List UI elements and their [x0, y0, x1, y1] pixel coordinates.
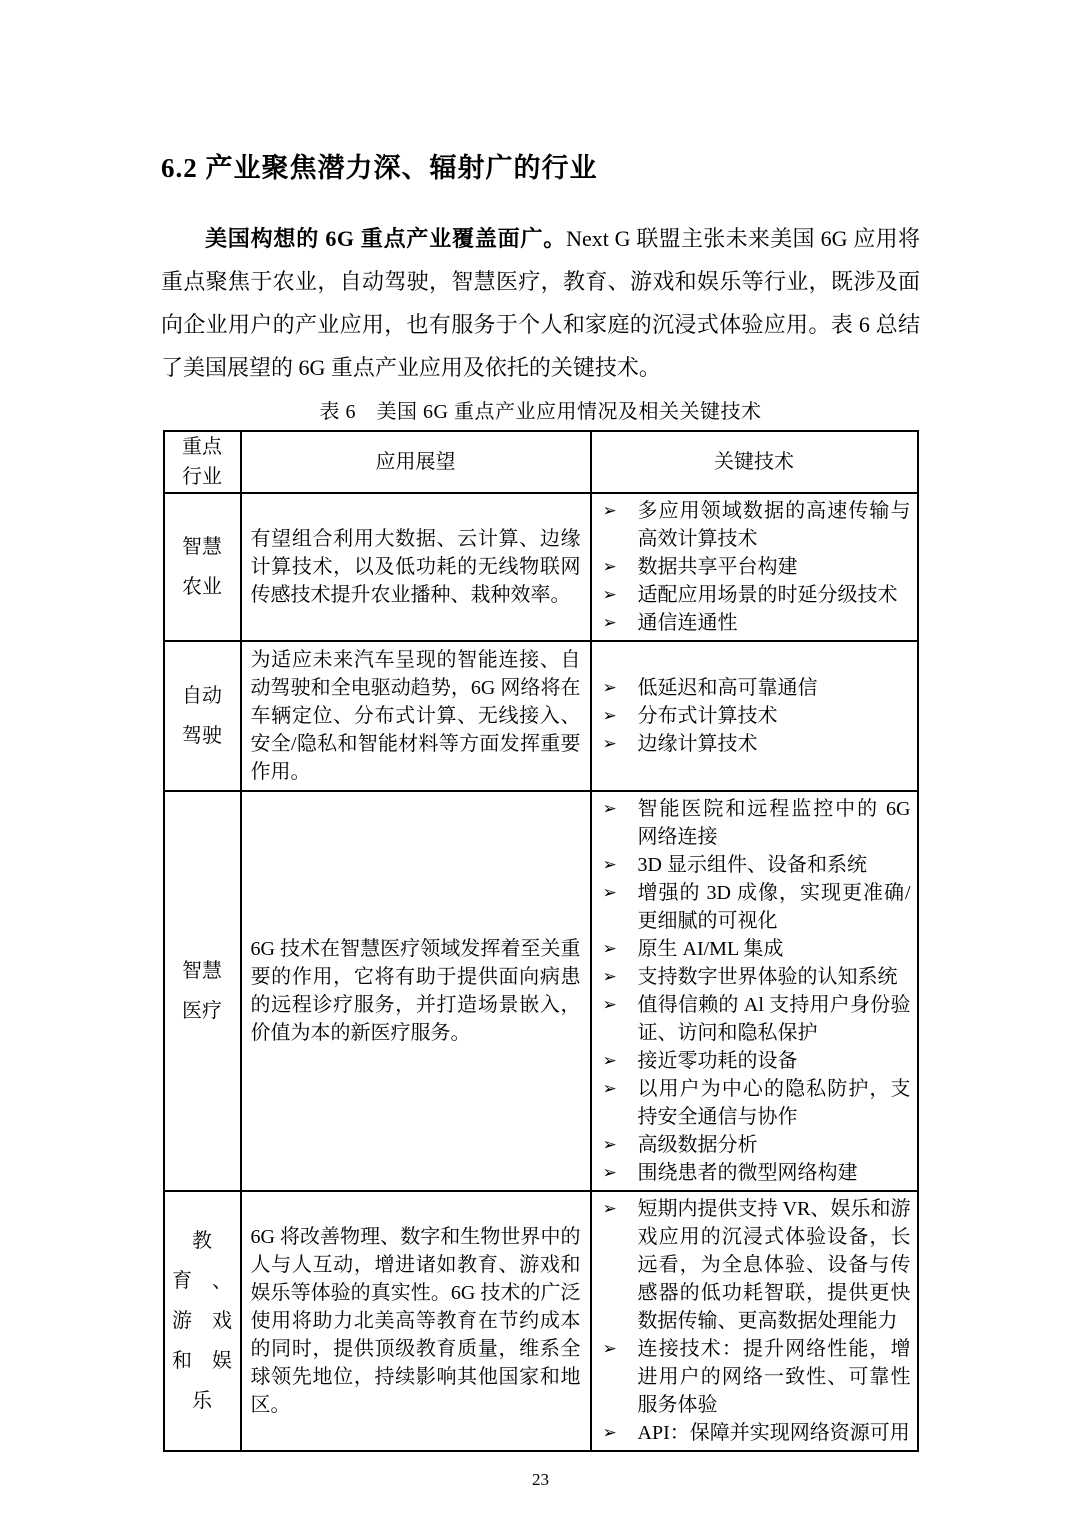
- technology-item: [592, 730, 911, 758]
- industry-label-line: 驾驶: [182, 725, 222, 747]
- technology-list: [592, 1195, 911, 1447]
- technology-item: [592, 674, 911, 702]
- industry-label-line: 医疗: [182, 1000, 222, 1022]
- technology-item: [592, 553, 911, 581]
- paragraph-lead-bold: 美国构想的 6G 重点产业覆盖面广。: [205, 226, 567, 251]
- arrow-bullet-icon: ➢: [602, 799, 617, 819]
- industry-label-line: 智慧: [182, 960, 222, 982]
- technology-item: [592, 851, 911, 879]
- arrow-bullet-icon: ➢: [602, 613, 617, 633]
- industry-label-line: 乐: [192, 1390, 212, 1412]
- technology-item: [592, 1159, 911, 1187]
- technology-item: [592, 1335, 911, 1419]
- technology-text: 数据共享平台构建: [637, 556, 798, 578]
- arrow-bullet-icon: ➢: [602, 501, 617, 521]
- technology-item: [592, 795, 911, 851]
- arrow-bullet-icon: ➢: [602, 939, 617, 959]
- arrow-bullet-icon: ➢: [602, 967, 617, 987]
- technology-item: [592, 935, 911, 963]
- technology-item: [592, 1047, 911, 1075]
- industry-label-line: 育 、: [172, 1270, 232, 1292]
- table-row: [164, 1191, 918, 1451]
- section-heading: 6.2 产业聚焦潜力深、辐射广的行业: [161, 153, 598, 183]
- technology-text: 高级数据分析: [637, 1134, 758, 1156]
- technology-list: [592, 795, 911, 1187]
- technology-text: 适配应用场景的时延分级技术: [637, 584, 898, 606]
- arrow-bullet-icon: ➢: [602, 995, 617, 1015]
- technology-text: 分布式计算技术: [637, 705, 778, 727]
- arrow-bullet-icon: ➢: [602, 883, 617, 903]
- arrow-bullet-icon: ➢: [602, 678, 617, 698]
- technology-item: [592, 581, 911, 609]
- technology-text: 通信连通性: [637, 612, 738, 634]
- outlook-cell: 6G 技术在智慧医疗领域发挥着至关重要的作用，它将有助于提供面向病患的远程诊疗服务，并打造场景嵌入，价值为本的新医疗服务。: [241, 791, 591, 1191]
- arrow-bullet-icon: ➢: [602, 1135, 617, 1155]
- technologies-cell: [591, 791, 918, 1191]
- technology-text: 边缘计算技术: [637, 733, 758, 755]
- outlook-cell: 6G 将改善物理、数字和生物世界中的人与人互动，增进诸如教育、游戏和娱乐等体验的真实性。6G 技术的广泛使用将助力北美高等教育在节约成本的同时，提供顶级教育质量，维系全球领先地位，持续影响其他国家和地区。: [241, 1191, 591, 1451]
- header-outlook: 应用展望: [241, 431, 591, 493]
- outlook-cell: 为适应未来汽车呈现的智能连接、自动驾驶和全电驱动趋势，6G 网络将在车辆定位、分布式计算、无线接入、安全/隐私和智能材料等方面发挥重要作用。: [241, 641, 591, 791]
- arrow-bullet-icon: ➢: [602, 1163, 617, 1183]
- industry-cell: [164, 493, 241, 641]
- technology-item: [592, 1131, 911, 1159]
- arrow-bullet-icon: ➢: [602, 706, 617, 726]
- outlook-cell: 有望组合利用大数据、云计算、边缘计算技术，以及低功耗的无线物联网传感技术提升农业播种、栽种效率。: [241, 493, 591, 641]
- technology-text: 接近零功耗的设备: [637, 1050, 798, 1072]
- technology-text: 增强的 3D 成像，实现更准确/更细腻的可视化: [637, 882, 911, 932]
- industry-label-line: 和 娱: [172, 1350, 232, 1372]
- technology-text: 值得信赖的 Al 支持用户身份验证、访问和隐私保护: [637, 994, 911, 1044]
- arrow-bullet-icon: ➢: [602, 855, 617, 875]
- technology-list: [592, 674, 911, 758]
- header-technologies: 关键技术: [591, 431, 918, 493]
- table-header-row: [164, 431, 918, 493]
- industry-cell: [164, 1191, 241, 1451]
- technology-text: API：保障并实现网络资源可用: [637, 1422, 910, 1444]
- table-row: [164, 791, 918, 1191]
- technology-text: 以用户为中心的隐私防护，支持安全通信与协作: [637, 1078, 911, 1128]
- arrow-bullet-icon: ➢: [602, 1199, 617, 1219]
- technology-text: 3D 显示组件、设备和系统: [637, 854, 867, 876]
- technology-text: 支持数字世界体验的认知系统: [637, 966, 898, 988]
- technology-item: [592, 609, 911, 637]
- technology-text: 智能医院和远程监控中的 6G 网络连接: [637, 798, 911, 848]
- industry-label-line: 自动: [182, 685, 222, 707]
- technology-item: [592, 963, 911, 991]
- header-industry-line: 重点: [182, 436, 222, 458]
- technology-text: 短期内提供支持 VR、娱乐和游戏应用的沉浸式体验设备，长远看，为全息体验、设备与传感器的低功耗智联，提供更快数据传输、更高数据处理能力: [637, 1198, 911, 1332]
- table-caption: 表 6 美国 6G 重点产业应用情况及相关关键技术: [319, 401, 762, 423]
- arrow-bullet-icon: ➢: [602, 585, 617, 605]
- industry-table: [163, 430, 919, 1452]
- arrow-bullet-icon: ➢: [602, 1051, 617, 1071]
- industry-label-line: 智慧: [182, 536, 222, 558]
- technologies-cell: [591, 641, 918, 791]
- industry-label-line: 农业: [182, 576, 222, 598]
- page-number: 23: [532, 1470, 549, 1489]
- technology-item: [592, 702, 911, 730]
- technology-text: 连接技术：提升网络性能，增进用户的网络一致性、可靠性服务体验: [637, 1338, 911, 1416]
- industry-label-line: 教: [192, 1230, 212, 1252]
- intro-paragraph: [161, 217, 920, 389]
- industry-label-line: 游 戏: [172, 1310, 232, 1332]
- table-row: [164, 641, 918, 791]
- technology-item: [592, 879, 911, 935]
- arrow-bullet-icon: ➢: [602, 1079, 617, 1099]
- header-industry: [164, 431, 241, 493]
- technology-text: 围绕患者的微型网络构建: [637, 1162, 858, 1184]
- technologies-cell: [591, 1191, 918, 1451]
- arrow-bullet-icon: ➢: [602, 1339, 617, 1359]
- arrow-bullet-icon: ➢: [602, 557, 617, 577]
- header-industry-line: 行业: [182, 466, 222, 488]
- technology-item: [592, 1195, 911, 1335]
- technology-text: 多应用领域数据的高速传输与高效计算技术: [637, 500, 911, 550]
- industry-cell: [164, 641, 241, 791]
- paragraph-body: Next G 联盟主张未来美国 6G 应用将重点聚焦于农业，自动驾驶，智慧医疗，教育、游戏和娱乐等行业，既涉及面向企业用户的产业应用，也有服务于个人和家庭的沉浸式体验应用。表 6 总结了美国展望的 6G 重点产业应用及依托的关键技术。: [161, 226, 920, 380]
- technology-item: [592, 991, 911, 1047]
- arrow-bullet-icon: ➢: [602, 734, 617, 754]
- technology-list: [592, 497, 911, 637]
- technologies-cell: [591, 493, 918, 641]
- industry-cell: [164, 791, 241, 1191]
- table-row: [164, 493, 918, 641]
- technology-item: [592, 497, 911, 553]
- technology-text: 原生 AI/ML 集成: [637, 938, 784, 960]
- technology-text: 低延迟和高可靠通信: [637, 677, 818, 699]
- technology-item: [592, 1419, 911, 1447]
- technology-item: [592, 1075, 911, 1131]
- arrow-bullet-icon: ➢: [602, 1423, 617, 1443]
